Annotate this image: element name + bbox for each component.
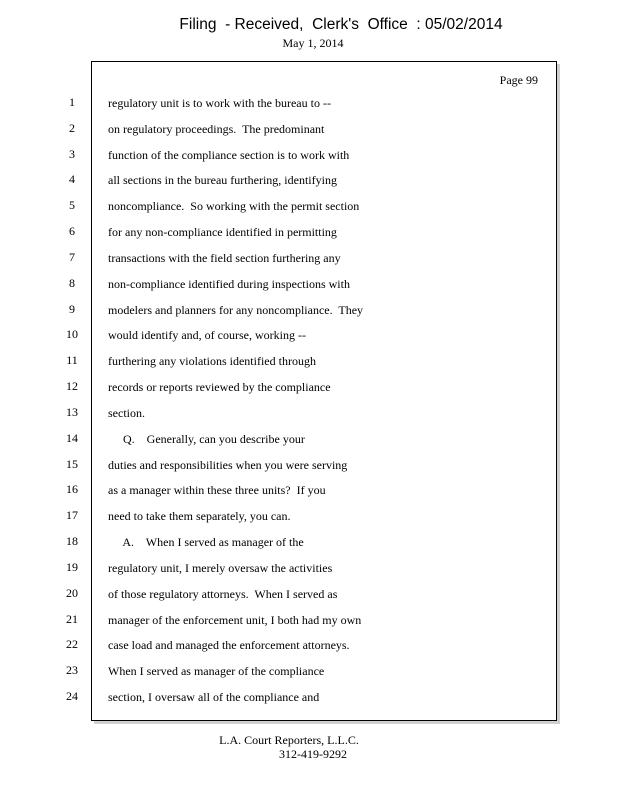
line-number: 8 xyxy=(69,275,75,290)
line-number: 24 xyxy=(66,689,78,704)
transcript-line: function of the compliance section is to work with xyxy=(108,147,350,162)
line-number: 4 xyxy=(69,172,75,187)
line-number: 1 xyxy=(69,95,75,109)
transcript-line: section. xyxy=(108,405,145,420)
transcript-line: A. When I served as manager of the xyxy=(108,535,304,550)
line-number: 21 xyxy=(66,611,78,626)
line-number: 6 xyxy=(69,224,75,239)
transcript-line: Q. Generally, can you describe your xyxy=(108,431,305,446)
transcript-line: manager of the enforcement unit, I both had my own xyxy=(108,612,362,627)
line-number: 11 xyxy=(66,353,78,368)
line-number: 2 xyxy=(69,120,75,135)
transcript-line: would identify and, of course, working -- xyxy=(108,328,306,343)
page-number: Page 99 xyxy=(499,73,538,87)
transcript-line: duties and responsibilities when you were serving xyxy=(108,457,348,472)
transcript-line: section, I oversaw all of the compliance and xyxy=(108,690,320,705)
line-number: 16 xyxy=(66,482,78,497)
transcript-line: on regulatory proceedings. The predominant xyxy=(108,121,325,136)
transcript-line: for any non-compliance identified in permitting xyxy=(108,225,337,240)
transcript-line: When I served as manager of the compliance xyxy=(108,664,325,679)
line-number: 23 xyxy=(66,663,78,678)
transcript-line: all sections in the bureau furthering, identifying xyxy=(108,173,337,188)
transcript-line: noncompliance. So working with the permit section xyxy=(108,199,360,214)
transcript-line: regulatory unit, I merely oversaw the activities xyxy=(108,560,333,575)
line-number: 19 xyxy=(66,559,78,574)
transcript-date: May 1, 2014 xyxy=(282,36,344,50)
transcript-line: modelers and planners for any noncompliance. They xyxy=(108,302,364,317)
transcript-line: of those regulatory attorneys. When I served as xyxy=(108,586,338,601)
line-number: 3 xyxy=(69,146,75,161)
transcript-line: case load and managed the enforcement attorneys. xyxy=(108,638,350,653)
line-number-column xyxy=(60,94,84,714)
transcript-line: regulatory unit is to work with the bureau to -- xyxy=(108,96,331,110)
line-number: 17 xyxy=(66,508,78,523)
line-number: 12 xyxy=(66,379,78,394)
line-number: 18 xyxy=(66,534,78,549)
transcript-line: need to take them separately, you can. xyxy=(108,509,291,524)
line-number: 15 xyxy=(66,456,78,471)
transcript-line: records or reports reviewed by the compliance xyxy=(108,380,331,395)
line-number: 13 xyxy=(66,404,78,419)
line-number: 14 xyxy=(66,430,78,445)
line-number: 22 xyxy=(66,637,78,652)
transcript-line: non-compliance identified during inspections with xyxy=(108,276,350,291)
transcript-line: transactions with the field section furthering any xyxy=(108,250,341,265)
line-number: 5 xyxy=(69,198,75,213)
line-number: 9 xyxy=(69,301,75,316)
transcript-line: furthering any violations identified through xyxy=(108,354,316,369)
transcript-line: as a manager within these three units? If you xyxy=(108,483,326,498)
transcript-text xyxy=(108,95,538,715)
filing-stamp: Filing - Received, Clerk's Office : 05/02/2014 xyxy=(179,16,503,33)
reporter-company: L.A. Court Reporters, L.L.C. xyxy=(219,733,359,747)
line-number: 7 xyxy=(69,249,75,264)
line-number: 10 xyxy=(66,327,78,342)
line-number: 20 xyxy=(66,585,78,600)
transcript-page xyxy=(91,61,557,721)
reporter-phone: 312-419-9292 xyxy=(279,747,347,761)
